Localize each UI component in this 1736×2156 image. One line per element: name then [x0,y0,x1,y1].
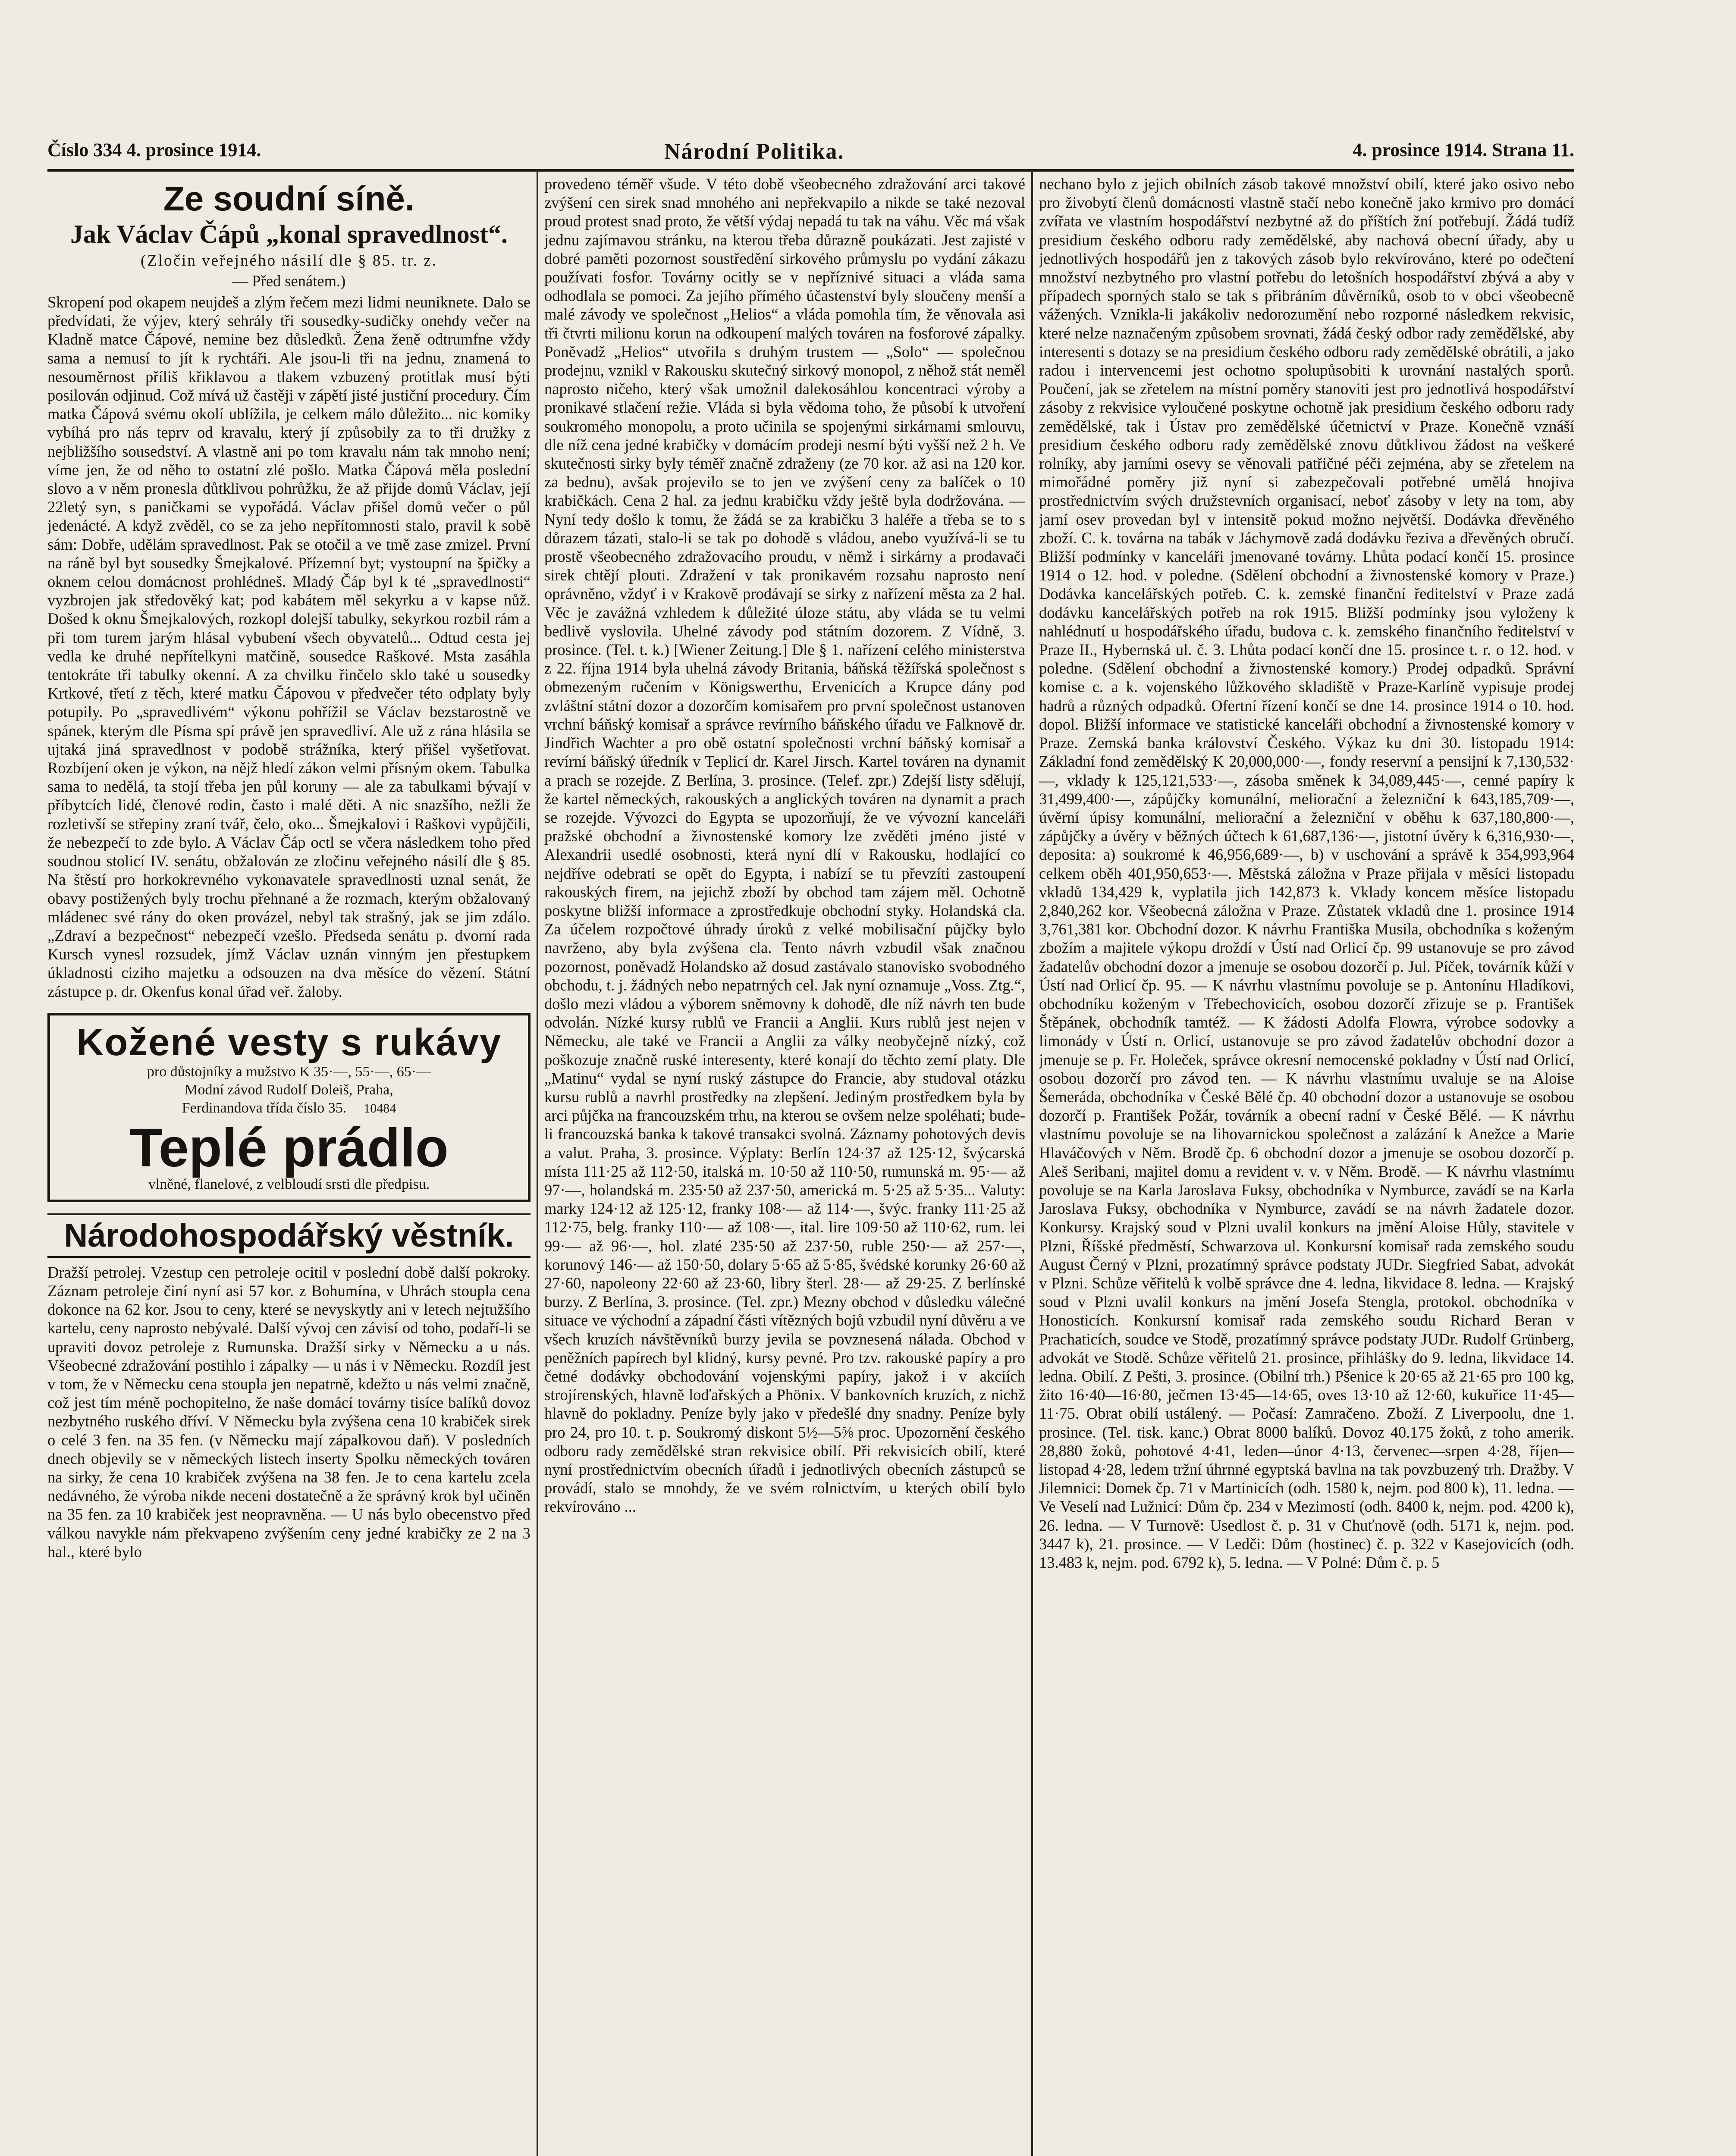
ad-text: Modní závod Rudolf Doleiš, Praha, [185,1081,393,1098]
masthead [47,136,1574,171]
page-number: 4. prosince 1914. Strana 11. [1353,139,1574,160]
article-body: Skropení pod okapem neujdeš a zlým řečem mezi lidmi neuniknete. Dalo se předvídati, že výjev, který sehrály tři sousedky-sudičky onehdy večer na Kladně matce Čápové, nemine bez důsledků. Žena ženě odtrumfne vždy sama a nemusí to jít k rychtáři. Ale jsou-li tři na jednu, znamená to nesouměrnost příliš křiklavou a tlakem vzbuzený protitlak musí býti posilován odjinud. Což mívá už častěji v zápětí jisté justiční procedury. Čím matka Čápová svému okolí ublížila, je celkem málo důležito... nic komiky vybíhá pro nás teprv od kravalu, který jí způsobily za to tři družky z nejbližšího sousedství. A vlastně ani po tom kravalu nám tak mnoho není; víme jen, že od něho to ostatní zlé pošlo. Matka Čápová měla poslední slovo a v něm pronesla důtklivou pohrůžku, že až přijde domů Václav, její 22letý syn, s paničkami se vypořádá. Václav přišel domů večer o půl jedenácté. A když zvěděl, co se za jeho nepřítomnosti stalo, pravil k sobě sám: Dobře, udělám spravedlnost. Pak se otočil a ve tmě zase zmizel. První na ráně byl byt sousedky Šmejkalové. Přízemní byt; vystoupní na špičky a oknem celou domácnost prohlédneš. Mladý Čáp byl k té „spravedlnosti“ vyzbrojen jak středověký kat; pod kabátem měl sekyrku a v kapse nůž. Došed k oknu Šmejkalových, rozkopl dolejší tabulky, sekyrkou rozbil rám a při tom turem jarým hlásal vybubení všech obyvatelů... Odtud cesta jej vedla ke druhé nepřítelkyni matčině, sousedce Raškové. Msta zasáhla tentokráte tři tabulky okenní. A za chvilku řinčelo sklo také u sousedky Krtkové, třetí z těch, které matku Čápovou v předvečer této odplaty byly potupily. Po „spravedlivém“ výkonu pohřížil se Václav bezstarostně ve spánek, kterým dle Písma spí právě jen spravedliví. Ale už z rána hlásila se ujtaká jiná spravedlnost v podobě strážníka, který přišel vyšetřovat. Rozbíjení oken je výkon, na nějž hledí zákon velmi přísným okem. Tabulka sama to nedělá, ta stojí třeba jen půl koruny — ale za tabulkami bývají v příbytcích lidé, členové rodin, často i malé děti. A nic snazšího, nežli že rozletivší se střepiny zraní tvář, čelo, oko... Šmejkalovi i Raškovi vypůjčili, že nebezpečí to zde bylo. A Václav Čáp octl se včera následkem toho před soudnou stolicí IV. senátu, obžalován ze zločinu veřejného násilí dle § 85. Na štěstí pro horkokrevného vykonavatele spravedlnosti uznal senát, že obavy postižených byly trochu přehnané a že rozmach, kterým obžalovaný mládenec své rány do oken provázel, nebyl tak strašný, jak se jim zdálo. „Zdraví a bezpečnost“ nebezpečí vzešlo. Předseda senátu p. dvorní rada Kursch vynesl rozsudek, jímž Václav uznán vinným jen přestupkem úkladnosti ciziho majetku a odsouzen na dva měsíce do vězení. Státní zástupce p. dr. Okenfus konal úřad veř. žaloby. [47,293,531,1000]
newspaper-title: Národní Politika. [664,139,844,164]
ad-headline: Teplé prádlo [129,1117,449,1178]
ad-text: pro důstojníky a mužstvo K 35·—, 55·—, 65·— [147,1063,431,1080]
column-divider [1031,169,1033,2156]
advertisement [47,1013,531,1202]
article-subtitle: — Před senátem.) [232,272,346,290]
article-body: provedeno téměř všude. V této době všeobecného zdražování arci takové zvýšení cen sirek snad mnohého ani nepřekvapilo a nikde se také nezoval proud protest snad proto, že větší výdaj nepadá tu tak na váhu. Věc má však jednu zajímavou stránku, na kterou třeba důrazně poukázati. Jest zajisté v dobré paměti pozornost soustředění sirkového průmyslu po vydání zákazu používati fosfor. Továrny ocitly se v nepříznivé situaci a vláda sama odhodlala se pomoci. Za jejího přímého účastenství byly sloučeny menší a malé závody ve společnost „Helios“ a vláda pomohla tím, že věnovala asi tři čtvrti milionu korun na odkoupení malých továren na fosforové zápalky. Poněvadž „Helios“ utvořila s druhým trustem — „Solo“ — společnou prodejnu, vznikl v Rakousku skutečný sirkový monopol, z něhož stát neměl naprosto ničeho, který však umožnil dalekosáhlou koncentraci výroby a pronikavé stlačení režie. Vláda si byla vědoma toho, že působí k utvoření soukromého monopolu, a proto učinila se spojenými sirkárnami smlouvu, dle níž cena jedné krabičky v domácím prodeji nesmí býti vyšší než 2 h. Ve skutečnosti sirky byly téměř značně zdraženy (ze 70 kor. až asi na 120 kor. za bednu), avšak projevilo se to jen ve zvýšení ceny za balíček o 10 krabičkách. Cena 2 hal. za jednu krabičku vždy ještě byla dodržována. — Nyní tedy došlo k tomu, že žádá se za krabičku 3 haléře a třeba se to s důrazem tázati, stalo-li se tak po dohodě s vládou, anebo využívá-li se tu prostě všeobecného zdražovacího proudu, v němž i sirkárny a prodavači sirek chtějí plouti. Zdražení v tak pronikavém rozsahu naprosto není oprávněno, vždyť i v Krakově prodávají se sirky z nařízení města za 2 hal. Věc je zavážná vzhledem k důležité úloze státu, aby vláda se tu velmi bedlivě vyslovila. Uhelné závody pod státním dozorem. Z Vídně, 3. prosince. (Tel. t. k.) [Wiener Zeitung.] Dle § 1. nařízení celého ministerstva z 22. října 1914 byla uhelná závody Britania, báňská těžířská společnost s obmezeným ručením v Königswerthu, Ervenicích a Krupce dány pod zvláštní státní dozor a dozorčím komisařem pro první společnost ustanoven vrchní báňský komisař a správce revírního báňského úřadu ve Falknově dr. Jindřich Wachter a pro obě ostatní společnosti vrchní báňský komisař a revírní báňský úředník v Teplicí dr. Karel Jirsch. Kartel továren na dynamit a prach se rozejde. Z Berlína, 3. prosince. (Telef. zpr.) Zdejší listy sdělují, že kartel německých, rakouských a anglických továren na dynamit a prach se rozejde. Vývozci do Egypta se upozorňují, že ve vývozní kanceláři pražské obchodní a živnostenské komory lze zvěděti jméno jisté v Alexandrii usedlé osobnosti, která nyní dlí v Rakousku, hodlající co nejdříve odebrati se opět do Egypta, i nabízí se tu převzíti zastoupení rakouských firem, na jejichž zboží by obchod tam zájem měl. Ochotně poskytne bližší informace a zprostředkuje obchodní styky. Holandská cla. Za účelem rozpočtové úhrady úroků z velké mobilisační půjčky bylo navrženo, aby byla zvýšena cla. Tento návrh vzbudil však značnou pozornost, poněvadž Holandsko až dosud zastávalo stanovisko svobodného obchodu, t. j. žádných nebo nepatrných cel. Jak nyní oznamuje „Voss. Ztg.“, došlo mezi vládou a výborem sněmovny k dohodě, dle níž návrh ten bude odvolán. Nízké kursy rublů ve Francii a Anglii. Kurs rublů jest nejen v Německu, ale také ve Francii a Anglii za války neobyčejně nízký, což poškozuje značně ruské interesenty, které konají do těchto zemí platy. Dle „Matinu“ vydal se nyní ruský zástupce do Francie, aby studoval otázku kursu rublů a navrhl prostředky na zlepšení. Jediným prostředkem byla by arci půjčka na francouzském trhu, na kterou se ovšem nelze spoléhati; bude-li francouzská banka k takové transakci svolná. Záznamy pohotových devis a valut. Praha, 3. prosince. Výplaty: Berlín 124·37 až 125·12, švýcarská místa 111·25 až 112·50, italská m. 10·50 až 110·50, rumunská m. 95·— až 97·—, holandská m. 235·50 až 237·50, americká m. 5·25 až 5·35... Valuty: marky 124·12 až 125·12, franky 108·— až 114·—, švýc. franky 111·25 až 112·75, belg. franky 110·— až 108·—, ital. lire 109·50 až 110·62, rum. lei 99·— až 96·—, hol. zlaté 235·50 až 237·50, ruble 250·— až 257·—, korunový 146·— až 150·50, dolary 5·65 až 5·85, švédské korunky 26·60 až 27·60, napoleony 22·60 až 23·60, libry šterl. 28·— až 29·25. Z berlínské burzy. Z Berlína, 3. prosince. (Tel. zpr.) Mezny obchod v důsledku válečné situace ve východní a západní části vítězných bojů vzbudil nyní důvěru a ve všech kruzích návštěvníků burzy jevila se povznesená nálada. Obchod v peněžních papírech byl klidný, kursy pevné. Pro tzv. rakouské papíry a pro četné dodávky obchodování vojenskými papíry, jakož i v akciích strojírenských, hlavně loďařských a Phönix. V bankovních kruzích, z nichž hlavně do pokladny. Peníze byly jako v předešlé dny snadny. Peníze byly pro 24, pro 10. t. p. Soukromý diskont 5½—5⅝ proc. Upozornění českého odboru rady zemědělské stran rekvisice obilí. Při rekvisicích obilí, které nyní prostřednictvím obecních úřadů i jednotlivých obecních zástupců se provádí, stalo se mnohdy, že ve svém rolnictvím, u kterých obilí bylo rekvírováno ... [544,175,1025,1516]
ad-number: 10484 [364,1101,396,1116]
issue-date: Číslo 334 4. prosince 1914. [47,139,261,160]
ad-title: Kožené vesty s rukávy [76,1020,502,1063]
column-1 [47,175,531,2156]
section-heading: Ze soudní síně. [163,179,415,218]
article-body: Dražší petrolej. Vzestup cen petroleje ocitil v poslední době další pokroky. Záznam petroleje činí nyní asi 57 kor. z Bohumína, v Uhrách stoupla cena dokonce na 62 kor. Jsou to ceny, které se nevyskytly ani v letech nejtužšího kartelu, ceny naprosto nebývalé. Další vývoj cen závisí od toho, podaří-li se upraviti dovoz petroleje z Rumunska. Dražší sirky v Německu a u nás. Všeobecné zdražování postihlo i zápalky — u nás i v Německu. Rozdíl jest v tom, že v Německu cena stoupla jen nepatrně, kdežto u nás velmi značně, což jest tím méně pochopitelno, že naše domácí továrny tisíce balíků dovoz nezbytného ruského dříví. V Německu byla zvýšena cena 10 krabiček sirek o celé 3 fen. na 35 fen. (v Německu mají zápalkovou daň). V posledních dnech objevily se v německých listech inserty Spolku německých továren na sirky, že cena 10 krabiček zvýšena na 38 fen. Je to cena kartelu zcela nedávného, že výroba nikde neceni dostatečně a že správný krok byl učiněn na 35 fen. za 10 krabiček jest neopravněna. — U nás bylo obecenstvo před válkou navykle nám překvapeno zvýšením ceny jedné krabičky ze 2 na 3 hal., které bylo [47,1263,531,1561]
ad-text [55,1099,523,1118]
article-body: nechano bylo z jejich obilních zásob takové množství obilí, které jako osivo nebo pro živobytí členů domácnosti vlastně stačí nebo konečně jako krmivo pro domácí zvířata ve vlastním hospodářství nezbytné až do příštích žní potřebují. Žádá tudíž presidium českého odboru rady zemědělské, aby nachová obecní úřady, aby u jednotlivých hospodářů jen z takových zásob bylo rekvírováno, které po odečtení množství nezbytného pro vlastní potřebu do letošních hospodářství zbývá a aby v případech sporných stalo se tak s přibráním důvěrníků, osob to v obci všeobecně vážených. Vznikla-li jakákoliv nedorozumění nebo rozporné následkem rekvisic, které nelze naznačeným způsobem srovnati, žádá český odbor rady zemědělské, aby interesenti s dotazy se na presidium českého odboru rady zemědělské obrátili, a jako radou i intervencemi jest ochotno spolupůsobiti k urovnání nastalých sporů. Poučení, jak se zřetelem na místní poměry stanoviti jest pro jednotlivá hospodářství zásoby z rekvisice vyloučené poskytne ochotně jak presidium českého odboru rady zemědělské, tak i Ústav pro zemědělské účetnictví v Praze. Konečně vznáší presidium českého odboru rady zemědělské znovu důtklivou žádost na veškeré rolníky, aby jarními osevy se věnovali patřičné péči zejména, aby se zřetelem na mimořádné poměry již nyní si zabezpečovali potřebné umělá hnojiva prostřednictvím svých družstevních organisací, neboť zásoby v lety na tom, aby jarní osev provedan byl v intensitě pokud možno největší. Dodávka dřevěného zboží. C. k. továrna na tabák v Jáchymově zadá dodávku řeziva a dřevěných obručí. Bližší podmínky v kanceláři jmenované továrny. Lhůta podací končí 15. prosince 1914 o 12. hod. v poledne. (Sdělení obchodní a živnostenské komory v Praze.) Dodávka kancelářských potřeb. C. k. zemské finanční ředitelství v Praze zadá dodávku kancelářských potřeb na rok 1915. Bližší podmínky jsou vyloženy k nahlédnutí u hospodářského úřadu, budova c. k. zemského finančního ředitelství v Praze II., Hybernská ul. č. 3. Lhůta podací končí dne 15. prosince t. r. o 12. hod. v poledne. (Sdělení obchodní a živnostenské komory.) Prodej odpadků. Správní komise c. a k. vojenského lůžkového skladiště v Praze-Karlíně vypisuje prodej hadrů a různých odpadků. Ofertní řízení končí se dne 14. prosince 1914 o 10. hod. dopol. Bližší informace ve statistické kanceláři obchodní a živnostenské komory v Praze. Zemská banka království Českého. Výkaz ku dni 30. listopadu 1914: Základní fond zemědělský K 20,000,000·—, fondy reservní a pensijní k 7,130,532·—, vklady k 125,121,533·—, zásoba směnek k 34,089,445·—, cenné papíry k 31,499,400·—, zápůjčky komunální, meliorační a železniční k 643,185,709·—, úvěrní úpisy komunální, meliorační a železniční v oběhu k 637,180,800·—, zápůjčky a úvěry v běžných účtech k 61,687,136·—, jistotní úvěry k 6,316,930·—, deposita: a) soukromé k 46,956,689·—, b) v uschování a správě k 354,993,964 celkem oběh 401,950,653·—. Městská záložna v Praze přijala v měsíci listopadu vkladů 134,429 k, vyplatila jich 142,873 k. Vklady koncem měsíce listopadu 2,840,262 kor. Všeobecná záložna v Praze. Zůstatek vkladů dne 1. prosince 1914 3,761,381 kor. Obchodní dozor. K návrhu Františka Musila, obchodníka s koženým zbožím a majitele výkopu droždí v Ústí nad Orlicí čp. 99 ustanovuje se pro závod žadatelův obchodní dozor a jmenuje se osobou dozorčí p. Jul. Píček, továrník kůží v Ústí nad Orlicí čp. 95. — K návrhu vlastnímu povoluje se p. Antonínu Hladíkovi, obchodníku koženým v Třebechovicích, osobou dozorčí zřizuje se p. František Štěpánek, obchodník tamtéž. — K žádosti Adolfa Flowra, výrobce sodovky a limonády v Ústí n. Orlicí, ustanovuje se pro závod žadatelův obchodní dozor a jmenuje se p. Fr. Holeček, správce okresní nemocenské pokladny v Ústí nad Orlicí, osobou dozorčí pro závod ten. — K návrhu vlastnímu uvaluje se na Aloise Šemeráda, obchodníka v České Bělé čp. 40 obchodní dozor a ustanovuje se osobou dozorčí p. František Požár, továrník a obecní radní v České Bělé. — K návrhu vlastnímu povoluje se na lihovarnickou společnost a zalázání k Anežce a Marie Hlaváčových v Něm. Brodě čp. 6 obchodní dozor a jmenuje se osobou dozorčí p. Aleš Seribani, majitel domu a revident v. v. v Něm. Brodě. — K návrhu vlastnímu povoluje se na Karla Jaroslava Fuksy, obchodníka v Nymburce, zavádí se na Karla Jaroslava Fuksy, obchodníka v Nymburce, zavádí se na návrh žadatele dozor. Konkursy. Krajský soud v Plzni uvalil konkurs na jmění Aloise Hůly, stavitele v Plzni, Říšské předměstí, Schwarzova ul. Konkursní komisař rada zemského soudu August Černý v Plzni, prozatímný správce podstaty JUDr. Siegfried Sabat, advokát v Plzni. Schůze věřitelů k volbě správce dne 4. ledna, likvidace 8. ledna. — Krajský soud v Plzni uvalil konkurs na jmění Josefa Stengla, protokol. obchodníka v Honosticích. Konkursní komisař rada zemského soudu Richard Beran v Prachaticích, soudce ve Stodě, prozatímný správce podstaty JUDr. Rudolf Grünberg, advokát ve Stodě. Schůze věřitelů 21. prosince, přihlášky do 9. ledna, likvidace 14. ledna. Obilí. Z Pešti, 3. prosince. (Obilní trh.) Pšenice k 20·65 až 21·65 pro 100 kg, žito 16·40—16·80, ječmen 13·45—14·65, oves 13·10 až 12·60, kukuřice 11·45—11·75. Obrat obilí ustálený. — Počasí: Zamračeno. Zboží. Z Liverpoolu, dne 1. prosince. (Tel. tisk. kanc.) Obrat 8000 balíků. Dovoz 40.175 žoků, z toho amerik. 28,880 žoků, pohotové 4·41, leden—únor 4·13, červenec—srpen 4·28, říjen—listopad 4·28, ledem tržní úhrnné egyptská bavlna na tak povzbuzený trh. Dražby. V Jilemnici: Domek čp. 71 v Martinicích (odh. 1580 k, nejm. pod 800 k), 11. ledna. — Ve Veselí nad Lužnicí: Dům čp. 234 v Mezimostí (odh. 8400 k, nejm. pod. 4200 k), 26. ledna. — V Turnově: Usedlost č. p. 31 v Chuťnově (odh. 5171 k, nejm. pod. 3447 k), 21. prosince. — V Ledči: Dům (hostinec) č. p. 322 v Kasejovicích (odh. 13.483 k, nejm. pod. 6792 k), 5. ledna. — V Polné: Dům č. p. 5 [1039,175,1574,1572]
section-heading: Národohospodářský věstník. [47,1213,531,1258]
column-divider [537,169,538,2156]
column-2 [544,175,1025,2156]
header-rule [47,169,1574,172]
article-title: Jak Václav Čápů „konal spravedlnost“. [70,220,508,248]
ad-text: vlněné, flanelové, z velbloudí srsti dle předpisu. [148,1176,430,1192]
ad-address: Ferdinandova třída číslo 35. [182,1100,347,1116]
column-3 [1039,175,1574,2156]
article-subtitle: (Zločin veřejného násilí dle § 85. tr. z. [140,252,438,270]
